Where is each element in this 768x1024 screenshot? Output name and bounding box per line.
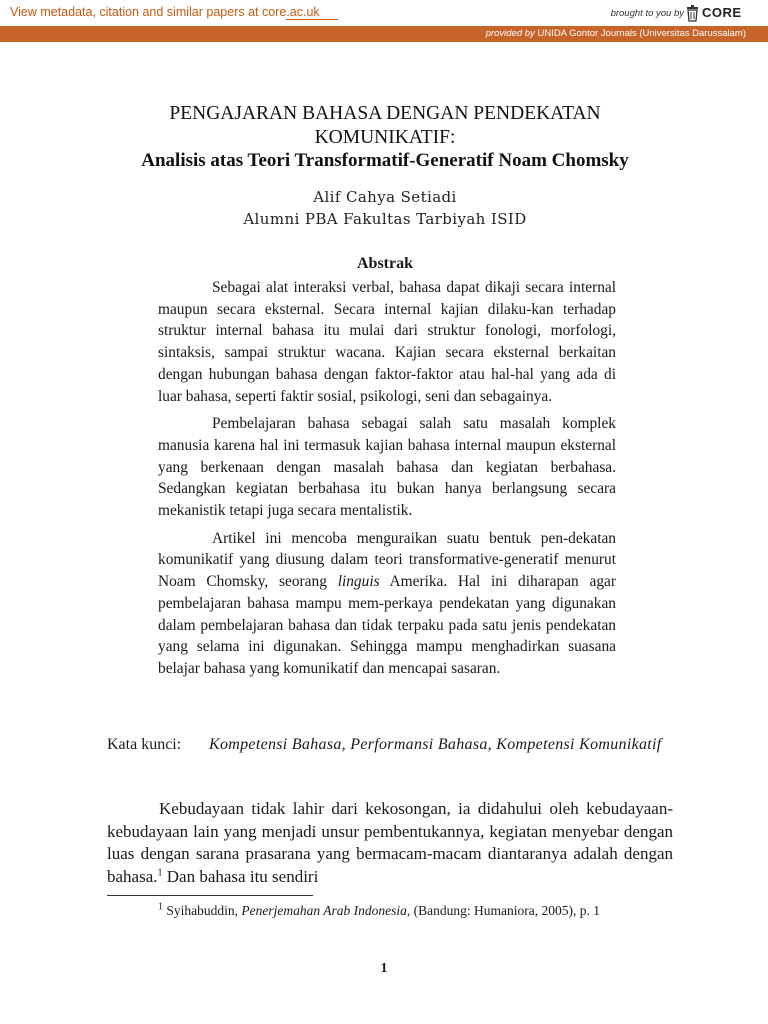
footnote xyxy=(158,903,678,919)
abstract-paragraph-1: Sebagai alat interaksi verbal, bahasa dapat dikaji secara internal maupun secara eksternal. Secara internal kajian dilaku-kan terhadap struktur internal bahasa itu mulai dari struktur fonologi, morfologi, sintaksis, sampai struktur wacana. Kajian secara eksternal berkaitan dengan hubungan bahasa dengan faktor-faktor atau hal-hal yang ada di luar bahasa, seperti faktir sosial, psikologi, seni dan sebagainya. xyxy=(158,279,616,405)
core-link-text[interactable]: View metadata, citation and similar papers at core xyxy=(10,5,287,19)
core-link-domain[interactable]: .ac.uk xyxy=(286,5,337,20)
keywords-value: Kompetensi Bahasa, Performansi Bahasa, Kompetensi Komunikatif xyxy=(209,736,662,753)
page-number: 1 xyxy=(380,961,388,976)
core-logo[interactable] xyxy=(686,3,746,23)
paper-title xyxy=(80,102,690,150)
abstract-heading: Abstrak xyxy=(356,255,413,272)
paper-subtitle: Analisis atas Teori Transformatif-Generatif Noam Chomsky xyxy=(141,150,629,171)
footnote-text-a: Syihabuddin, xyxy=(163,903,242,918)
brought-to-you-label: brought to you by xyxy=(610,8,684,19)
abstract-paragraph-3 xyxy=(158,528,616,680)
abstract-p3-emphasis: linguis xyxy=(337,573,380,591)
paper-title-line-2: KOMUNIKATIF: xyxy=(314,127,456,148)
abstract-body xyxy=(158,277,616,686)
footnote-text-b: , (Bandung: Humaniora, 2005), p. 1 xyxy=(406,903,600,918)
footnote-number: 1 xyxy=(158,901,163,913)
provided-by-label: provided by xyxy=(485,28,535,39)
keywords-label: Kata kunci: xyxy=(107,736,182,753)
paper-title-line-1: PENGAJARAN BAHASA DENGAN PENDEKATAN xyxy=(169,103,601,124)
body-text-b: Dan bahasa itu sendiri xyxy=(162,866,319,886)
provided-by-bar xyxy=(0,26,768,42)
author-affiliation: Alumni PBA Fakultas Tarbiyah ISID xyxy=(243,210,527,228)
core-logo-text: CORE xyxy=(702,5,742,20)
footnote-book-title: Penerjemahan Arab Indonesia xyxy=(241,903,407,918)
core-banner xyxy=(0,0,768,27)
provided-by-source[interactable]: UNIDA Gontor Journals (Universitas Darussalam) xyxy=(537,28,746,39)
core-bin-icon xyxy=(686,4,699,22)
abstract-p3-text-b: Amerika. Hal ini diharapan agar pembelajaran bahasa mampu mem-perkaya pendekatan yang digunakan dalam pembelajaran bahasa dan tidak terpaku pada satu jenis pendekatan yang selama ini digunakan. Sehingga mampu menghadirkan suasana belajar bahasa yang komunikatif dan mencapai sasaran. xyxy=(158,573,616,677)
core-metadata-link[interactable] xyxy=(10,5,338,19)
footnote-divider xyxy=(107,895,313,896)
footnote-reference[interactable]: 1 xyxy=(157,866,163,878)
body-text-a: Kebudayaan tidak lahir dari kekosongan, ia didahului oleh kebudayaan-kebudayaan lain yang menjadi unsur pembentukannya, kegiatan menyebar dengan luas dengan sarana prasarana yang bermacam-macam diantaranya adalah dengan bahasa. xyxy=(107,799,673,886)
abstract-p3-text-a: Artikel ini mencoba menguraikan suatu bentuk pen-dekatan komunikatif yang diusung dalam teori transformative-generatif menurut Noam Chomsky, seorang xyxy=(158,529,616,591)
abstract-paragraph-2: Pembelajaran bahasa sebagai salah satu masalah komplek manusia karena hal ini termasuk kajian bahasa internal maupun eksternal yang berkenaan dengan masalah bahasa dan kegiatan berbahasa. Sedangkan kegiatan berbahasa itu bukan hanya berlangsung secara mekanistik tetapi juga secara mentalistik. xyxy=(158,415,616,520)
body-paragraph-1 xyxy=(107,798,673,888)
body-text xyxy=(107,798,673,888)
author-name: Alif Cahya Setiadi xyxy=(313,188,457,206)
